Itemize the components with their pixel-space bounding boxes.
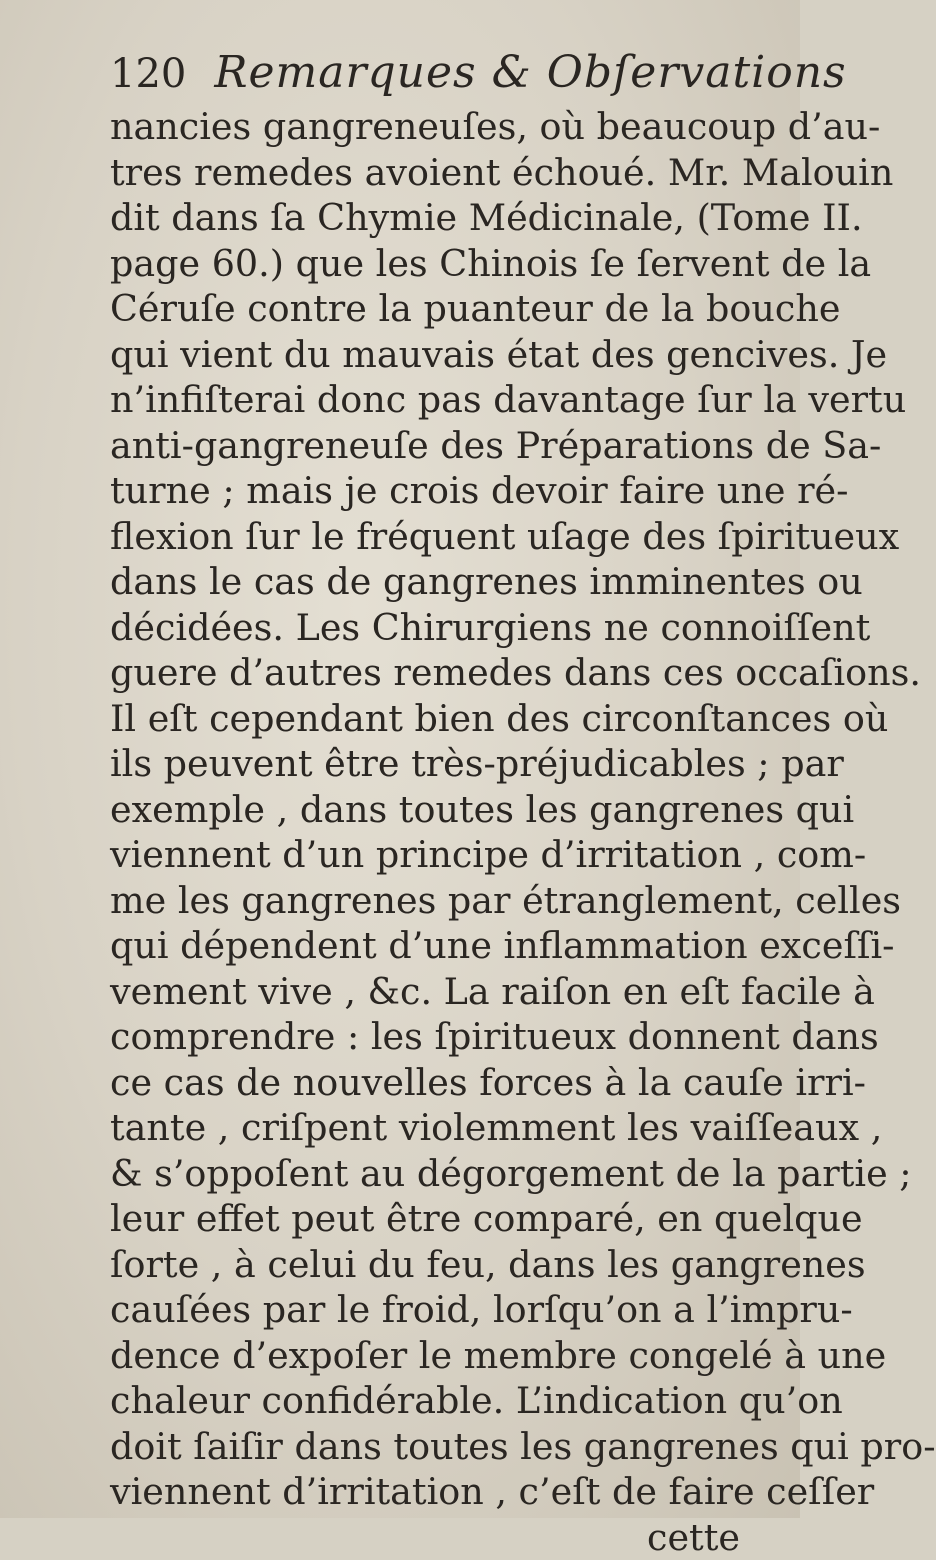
text-line: Il eſt cependant bien des circonſtances où (110, 696, 790, 742)
text-line: flexion ſur le fréquent uſage des ſpiritueux (110, 514, 790, 560)
text-line: & s’oppoſent au dégorgement de la partie ; (110, 1151, 790, 1197)
running-title: Remarques & Obſervations (214, 47, 846, 98)
text-line: me les gangrenes par étranglement, celles (110, 878, 790, 924)
text-line: dans le cas de gangrenes imminentes ou (110, 559, 790, 605)
text-line: doit ſaiſir dans toutes les gangrenes qui pro- (110, 1424, 790, 1470)
text-line: page 60.) que les Chinois ſe ſervent de la (110, 241, 790, 287)
text-line: qui dépendent d’une inflammation exceſſi- (110, 923, 790, 969)
text-line: nancies gangreneuſes, où beaucoup d’au- (110, 104, 790, 150)
text-line: tante , criſpent violemment les vaiſſeaux , (110, 1105, 790, 1151)
text-line: anti-gangreneuſe des Préparations de Sa- (110, 423, 790, 469)
text-line: tres remedes avoient échoué. Mr. Malouin (110, 150, 790, 196)
text-line: leur effet peut être comparé, en quelque (110, 1196, 790, 1242)
text-line: viennent d’un principe d’irritation , com- (110, 832, 790, 878)
text-line: chaleur confidérable. L’indication qu’on (110, 1378, 790, 1424)
text-line: n’infiſterai donc pas davantage ſur la vertu (110, 377, 790, 423)
text-line: comprendre : les ſpiritueux donnent dans (110, 1014, 790, 1060)
text-line: guere d’autres remedes dans ces occaſions. (110, 650, 790, 696)
text-line: viennent d’irritation , c’eſt de faire ceſſer (110, 1469, 790, 1515)
text-line: qui vient du mauvais état des gencives. Je (110, 332, 790, 378)
text-line: cauſées par le froid, lorſqu’on a l’impru- (110, 1287, 790, 1333)
text-line: ce cas de nouvelles forces à la cauſe irri- (110, 1060, 790, 1106)
text-line: ſorte , à celui du feu, dans les gangrenes (110, 1242, 790, 1288)
text-line: décidées. Les Chirurgiens ne connoiſſent (110, 605, 790, 651)
text-line: dit dans ſa Chymie Médicinale, (Tome II. (110, 195, 790, 241)
page-header (110, 40, 750, 106)
text-line: ils peuvent être très-préjudicables ; par (110, 741, 790, 787)
page-number: 120 (110, 51, 186, 97)
text-line: exemple , dans toutes les gangrenes qui (110, 787, 790, 833)
text-line: turne ; mais je crois devoir faire une ré- (110, 468, 790, 514)
text-line: dence d’expoſer le membre congelé à une (110, 1333, 790, 1379)
text-line: Céruſe contre la puanteur de la bouche (110, 286, 790, 332)
catchword: cette (110, 1515, 790, 1560)
body-text (110, 104, 790, 1560)
text-line: vement vive , &c. La raiſon en eſt facile à (110, 969, 790, 1015)
